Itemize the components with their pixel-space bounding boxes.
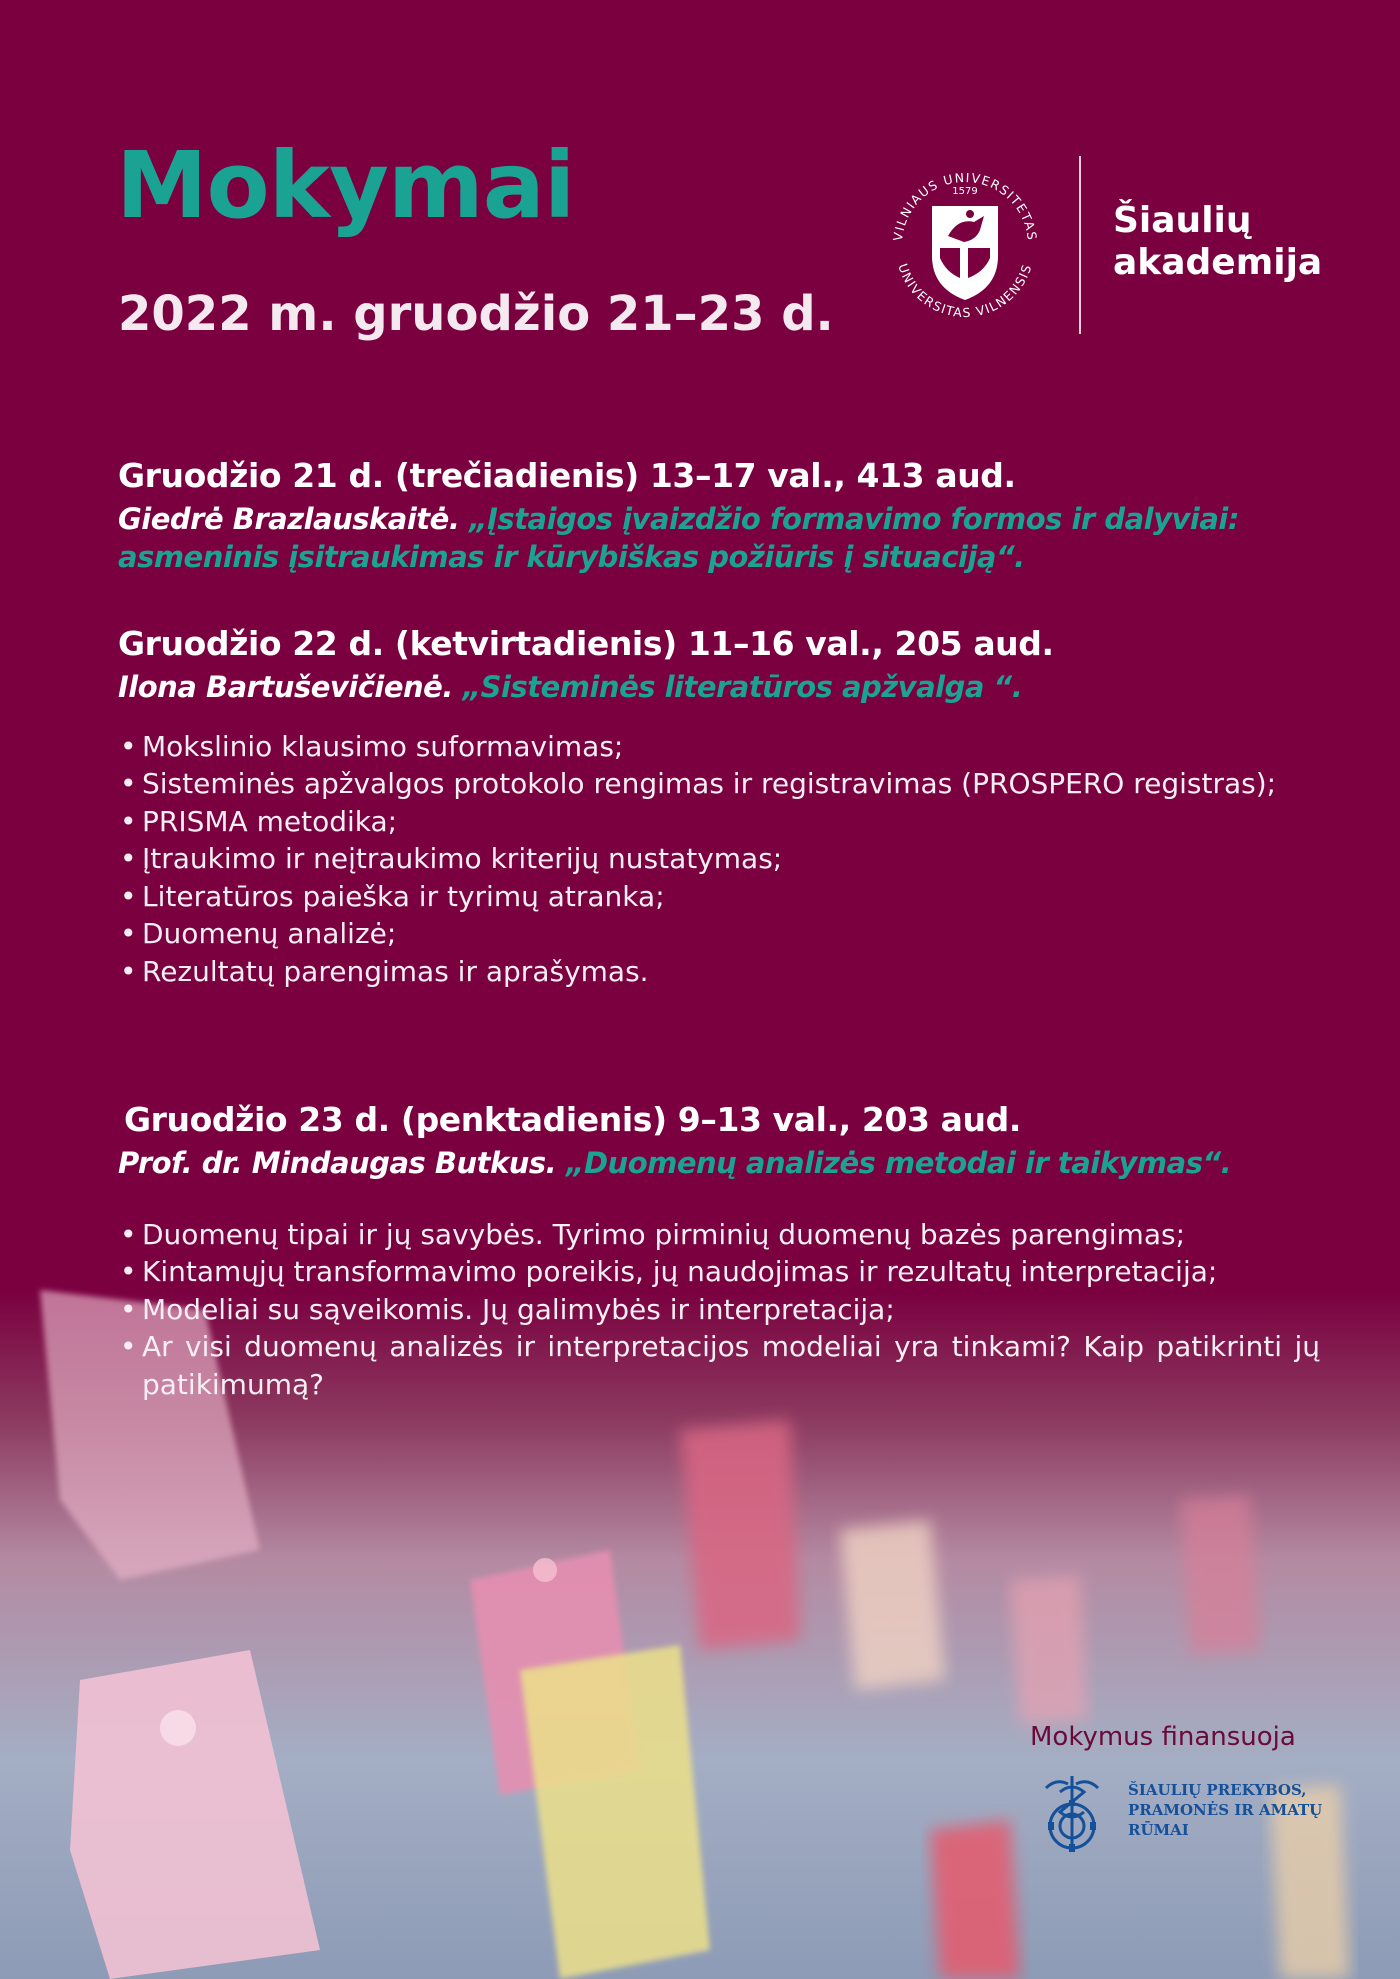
list-item: • Modeliai su sąveikomis. Jų galimybės ir interpretacija; [118,1291,1320,1329]
session-1 [118,456,1318,576]
session-topics-list [118,1216,1320,1404]
session-speaker: Ilona Bartuševičienė. [118,669,453,704]
session-topic: „Duomenų analizės metodai ir taikymas“. [565,1145,1232,1180]
svg-text:UNIVERSITAS VILNENSIS: UNIVERSITAS VILNENSIS [895,261,1035,321]
session-speaker: Giedrė Brazlauskaitė. [118,501,460,536]
chamber-emblem-icon [1036,1770,1108,1856]
session-heading: Gruodžio 23 d. (penktadienis) 9–13 val., 203 aud. [124,1100,1022,1139]
session-heading: Gruodžio 22 d. (ketvirtadienis) 11–16 val., 205 aud. [118,624,1054,663]
university-logo [880,150,1350,340]
session-3 [118,1100,1318,1403]
list-item: • Įtraukimo ir neįtraukimo kriterijų nustatymas; [118,840,1320,878]
svg-text:VILNIAUS UNIVERSITETAS: VILNIAUS UNIVERSITETAS [890,169,1040,242]
list-item: • Rezultatų parengimas ir aprašymas. [118,953,1320,991]
session-heading: Gruodžio 21 d. (trečiadienis) 13–17 val., 413 aud. [118,456,1016,495]
academy-name [1113,200,1322,285]
chamber-name-line-2: PRAMONĖS IR AMATŲ [1128,1801,1323,1819]
session-subtitle [118,500,1318,577]
funding-block [1030,1722,1360,1839]
list-item: • Kintamųjų transformavimo poreikis, jų naudojimas ir rezultatų interpretacija; [118,1253,1320,1291]
svg-text:1579: 1579 [952,186,978,197]
list-item: • Duomenų analizė; [118,915,1320,953]
chamber-logo [1036,1770,1366,1860]
list-item: • Sisteminės apžvalgos protokolo rengimas ir registravimas (PROSPERO registras); [118,765,1320,803]
session-subtitle [118,1144,1318,1182]
session-subtitle [118,668,1318,706]
chamber-name-line-1: ŠIAULIŲ PREKYBOS, [1128,1781,1307,1799]
academy-line-2: akademija [1113,242,1323,284]
funding-label: Mokymus finansuoja [1030,1722,1296,1752]
session-topics-list [118,728,1320,991]
list-item: • Literatūros paieška ir tyrimų atranka; [118,878,1320,916]
session-speaker: Prof. dr. Mindaugas Butkus. [118,1145,557,1180]
chamber-name [1128,1780,1322,1840]
list-item: • Mokslinio klausimo suformavimas; [118,728,1320,766]
session-2 [118,624,1318,990]
session-topic: „Įstaigos įvaizdžio formavimo formos ir dalyviai: asmeninis įsitraukimas ir kūrybiškas požiūris į situaciją“. [118,501,1239,574]
list-item: • Duomenų tipai ir jų savybės. Tyrimo pirminių duomenų bazės parengimas; [118,1216,1320,1254]
logo-divider [1079,156,1081,334]
poster-title: Mokymai [116,132,575,239]
academy-line-1: Šiaulių [1113,200,1252,241]
chamber-name-line-3: RŪMAI [1128,1821,1189,1839]
list-item: • Ar visi duomenų analizės ir interpretacijos modeliai yra tinkami? Kaip patikrinti jų patikimumą? [118,1328,1320,1403]
event-dates: 2022 m. gruodžio 21–23 d. [118,286,834,342]
session-topic: „Sisteminės literatūros apžvalga “. [462,669,1023,704]
list-item: • PRISMA metodika; [118,803,1320,841]
university-seal-icon [880,150,1050,340]
